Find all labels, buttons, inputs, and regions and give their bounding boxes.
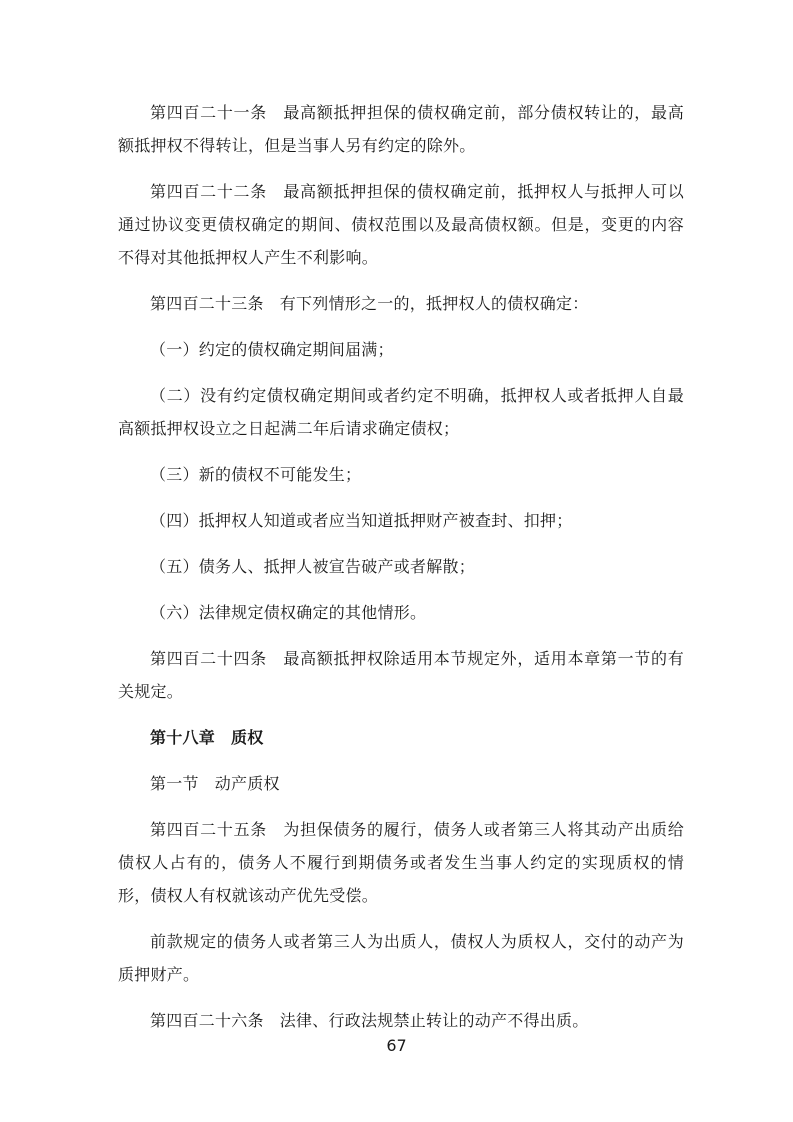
article-text: 最高额抵押担保的债权确定前，抵押权人与抵押人可以通过协议变更债权确定的期间、债权范围以及最高债权额。但是，变更的内容不得对其他抵押权人产生不利影响。 [118,182,684,267]
article-426 [118,1004,684,1037]
section-heading [118,767,684,800]
list-item-5: （五）债务人、抵押人被宣告破产或者解散； [150,557,476,576]
article-422 [118,175,684,274]
article-421 [118,96,684,162]
article-text: 最高额抵押权除适用本节规定外，适用本章第一节的有关规定。 [118,649,684,701]
article-label: 第四百二十一条 [150,103,267,122]
document-body [118,96,684,1050]
chapter-heading [118,721,684,754]
article-label: 第四百二十二条 [150,182,267,201]
article-text: 有下列情形之一的，抵押权人的债权确定： [279,294,589,313]
article-label: 第四百二十四条 [150,649,267,668]
article-425 [118,813,684,912]
list-item-2: （二）没有约定债权确定期间或者约定不明确，抵押权人或者抵押人自最高额抵押权设立之日起满二年后请求确定债权； [118,386,684,438]
chapter-title: 质权 [231,728,264,747]
list-item-1: （一）约定的债权确定期间届满； [150,340,394,359]
list-item-4: （四）抵押权人知道或者应当知道抵押财产被查封、扣押； [150,511,573,530]
article-text: 最高额抵押担保的债权确定前，部分债权转让的，最高额抵押权不得转让，但是当事人另有约定的除外。 [118,103,684,155]
article-label: 第四百二十三条 [150,294,264,313]
article-text: 为担保债务的履行，债务人或者第三人将其动产出质给债权人占有的，债务人不履行到期债务或者发生当事人约定的实现质权的情形，债权人有权就该动产优先受偿。 [118,820,684,905]
chapter-number: 第十八章 [150,728,216,747]
article-label: 第四百二十六条 [150,1011,264,1030]
article-423 [118,287,684,320]
list-item-6: （六）法律规定债权确定的其他情形。 [150,603,427,622]
article-label: 第四百二十五条 [150,820,267,839]
article-424 [118,642,684,708]
list-item-3: （三）新的债权不可能发生； [150,465,362,484]
section-number: 第一节 [150,774,199,793]
article-425-paragraph-2: 前款规定的债务人或者第三人为出质人，债权人为质权人，交付的动产为质押财产。 [118,932,684,984]
article-text: 法律、行政法规禁止转让的动产不得出质。 [279,1011,589,1030]
page-number: 67 [386,1036,407,1055]
section-title: 动产质权 [214,774,280,793]
